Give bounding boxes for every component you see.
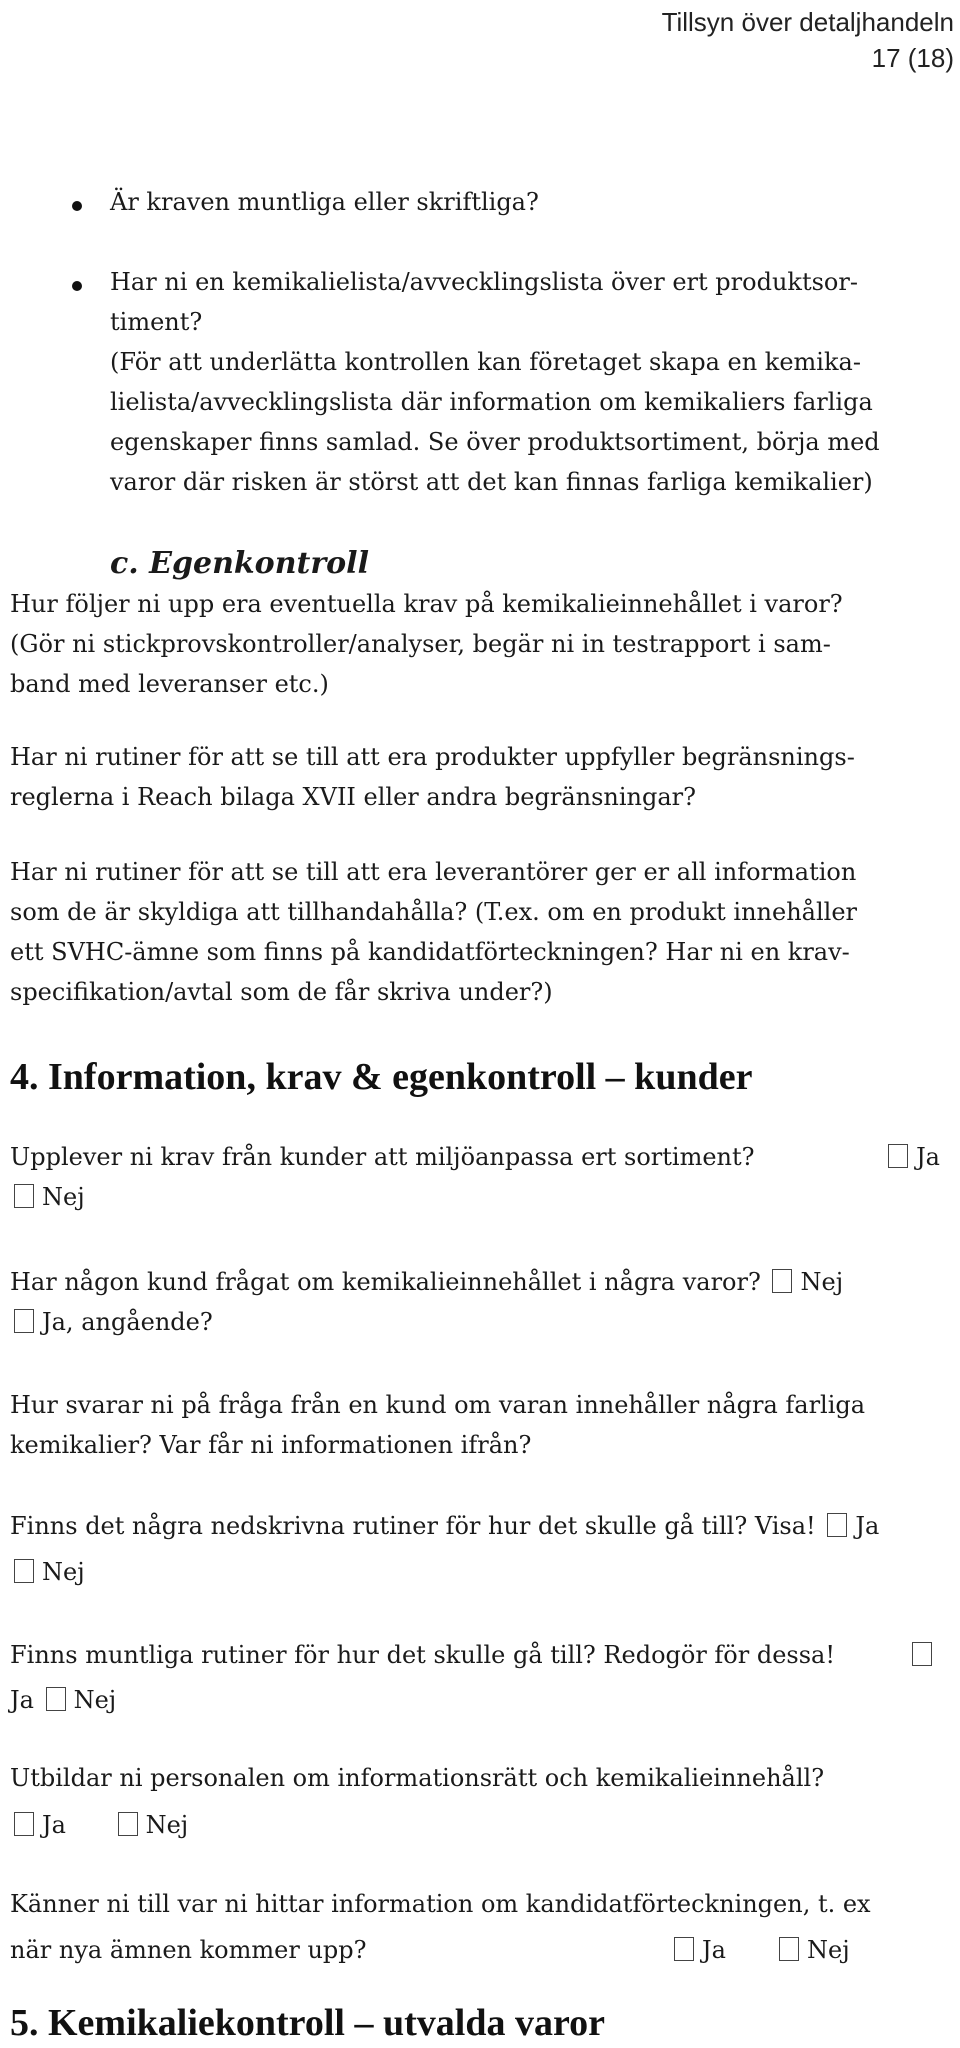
option-ja[interactable] bbox=[884, 1137, 940, 1177]
option-nej[interactable] bbox=[768, 1268, 843, 1296]
option-label: Nej bbox=[145, 1811, 189, 1839]
question-row-cont bbox=[10, 1302, 940, 1342]
question-row-cont bbox=[10, 1805, 940, 1845]
question-row-cont bbox=[10, 1552, 940, 1592]
checkbox[interactable] bbox=[827, 1513, 847, 1537]
question-text: Upplever ni krav från kunder att miljöanpassa ert sortiment? bbox=[10, 1143, 755, 1171]
checkbox[interactable] bbox=[888, 1144, 908, 1168]
bullet-item: Har ni en kemikalielista/avvecklingslista över ert produktsor- bbox=[110, 268, 858, 296]
checkbox[interactable] bbox=[14, 1184, 34, 1208]
subsection-heading: c. Egenkontroll bbox=[110, 546, 369, 581]
page-number: 17 (18) bbox=[871, 43, 954, 73]
paragraph-line: som de är skyldiga att tillhandahålla? (T.ex. om en produkt innehåller bbox=[10, 898, 858, 926]
paragraph-line: Hur följer ni upp era eventuella krav på kemikalieinnehållet i varor? bbox=[10, 590, 843, 618]
checkbox[interactable] bbox=[674, 1937, 694, 1961]
option-nej[interactable] bbox=[10, 1183, 85, 1211]
option-nej[interactable] bbox=[775, 1930, 850, 1970]
option-ja-label: Ja bbox=[10, 1686, 34, 1714]
paragraph-line: kemikalier? Var får ni informationen ifrån? bbox=[10, 1431, 532, 1459]
question-row: Känner ni till var ni hittar information om kandidatförteckningen, t. ex bbox=[10, 1890, 871, 1918]
option-label: Nej bbox=[42, 1558, 85, 1586]
question-row: Utbildar ni personalen om informationsrätt och kemikalieinnehåll? bbox=[10, 1764, 825, 1792]
question-text: Finns muntliga rutiner för hur det skulle gå till? Redogör för dessa! bbox=[10, 1641, 836, 1669]
option-ja[interactable] bbox=[670, 1930, 726, 1970]
checkbox[interactable] bbox=[118, 1812, 138, 1836]
option-nej[interactable] bbox=[42, 1686, 117, 1714]
bullet-item-cont: timent? bbox=[110, 308, 203, 336]
question-row-cont bbox=[10, 1680, 940, 1720]
question-row bbox=[10, 1262, 940, 1302]
option-label: Nej bbox=[42, 1183, 85, 1211]
option-ja[interactable] bbox=[10, 1308, 213, 1336]
document-title: Tillsyn över detaljhandeln bbox=[661, 7, 954, 37]
option-label: Ja, angående? bbox=[42, 1308, 213, 1336]
bullet-item-cont: lielista/avvecklingslista där information om kemikaliers farliga bbox=[110, 388, 873, 416]
option-ja[interactable] bbox=[10, 1811, 66, 1839]
checkbox[interactable] bbox=[779, 1937, 799, 1961]
checkbox[interactable] bbox=[14, 1309, 34, 1333]
section-heading: 4. Information, krav & egenkontroll – kunder bbox=[10, 1056, 753, 1098]
bullet-dot bbox=[72, 201, 82, 211]
checkbox[interactable] bbox=[912, 1642, 932, 1666]
option-label: Nej bbox=[73, 1686, 117, 1714]
bullet-item-cont: (För att underlätta kontrollen kan företaget skapa en kemika- bbox=[110, 348, 861, 376]
paragraph-line: Har ni rutiner för att se till att era produkter uppfyller begränsnings- bbox=[10, 743, 855, 771]
checkbox[interactable] bbox=[46, 1687, 66, 1711]
paragraph-line: band med leveranser etc.) bbox=[10, 670, 329, 698]
option-nej[interactable] bbox=[10, 1558, 85, 1586]
question-row bbox=[10, 1635, 940, 1675]
bullet-item-cont: egenskaper finns samlad. Se över produktsortiment, börja med bbox=[110, 428, 880, 456]
option-label: Nej bbox=[800, 1268, 844, 1296]
option-label: Nej bbox=[807, 1936, 850, 1964]
question-text: Har någon kund frågat om kemikalieinnehållet i några varor? bbox=[10, 1268, 761, 1296]
option-ja[interactable] bbox=[823, 1512, 879, 1540]
bullet-dot bbox=[72, 281, 82, 291]
question-row-cont bbox=[10, 1930, 940, 1970]
section-heading: 5. Kemikaliekontroll – utvalda varor bbox=[10, 2002, 605, 2044]
paragraph-line: reglerna i Reach bilaga XVII eller andra begränsningar? bbox=[10, 783, 697, 811]
option-label: Ja bbox=[42, 1811, 66, 1839]
question-row bbox=[10, 1137, 940, 1177]
option-label: Ja bbox=[855, 1512, 880, 1540]
paragraph-line: specifikation/avtal som de får skriva under?) bbox=[10, 978, 553, 1006]
paragraph-line: Har ni rutiner för att se till att era leverantörer ger er all information bbox=[10, 858, 857, 886]
paragraph-line: ett SVHC-ämne som finns på kandidatförteckningen? Har ni en krav- bbox=[10, 938, 850, 966]
option-label: Ja bbox=[916, 1143, 940, 1171]
option-label: Ja bbox=[702, 1936, 726, 1964]
question-text: när nya ämnen kommer upp? bbox=[10, 1936, 367, 1964]
question-text: Finns det några nedskrivna rutiner för hur det skulle gå till? Visa! bbox=[10, 1512, 816, 1540]
bullet-item-cont: varor där risken är störst att det kan finnas farliga kemikalier) bbox=[110, 468, 873, 496]
paragraph-line: Hur svarar ni på fråga från en kund om varan innehåller några farliga bbox=[10, 1391, 866, 1419]
checkbox-ja[interactable] bbox=[908, 1635, 940, 1675]
checkbox[interactable] bbox=[14, 1559, 34, 1583]
page-header bbox=[662, 4, 954, 76]
question-row bbox=[10, 1506, 940, 1546]
checkbox[interactable] bbox=[14, 1812, 34, 1836]
checkbox[interactable] bbox=[772, 1269, 792, 1293]
bullet-item: Är kraven muntliga eller skriftliga? bbox=[110, 188, 539, 216]
question-row-cont bbox=[10, 1177, 940, 1217]
option-nej[interactable] bbox=[114, 1811, 189, 1839]
paragraph-line: (Gör ni stickprovskontroller/analyser, begär ni in testrapport i sam- bbox=[10, 630, 831, 658]
